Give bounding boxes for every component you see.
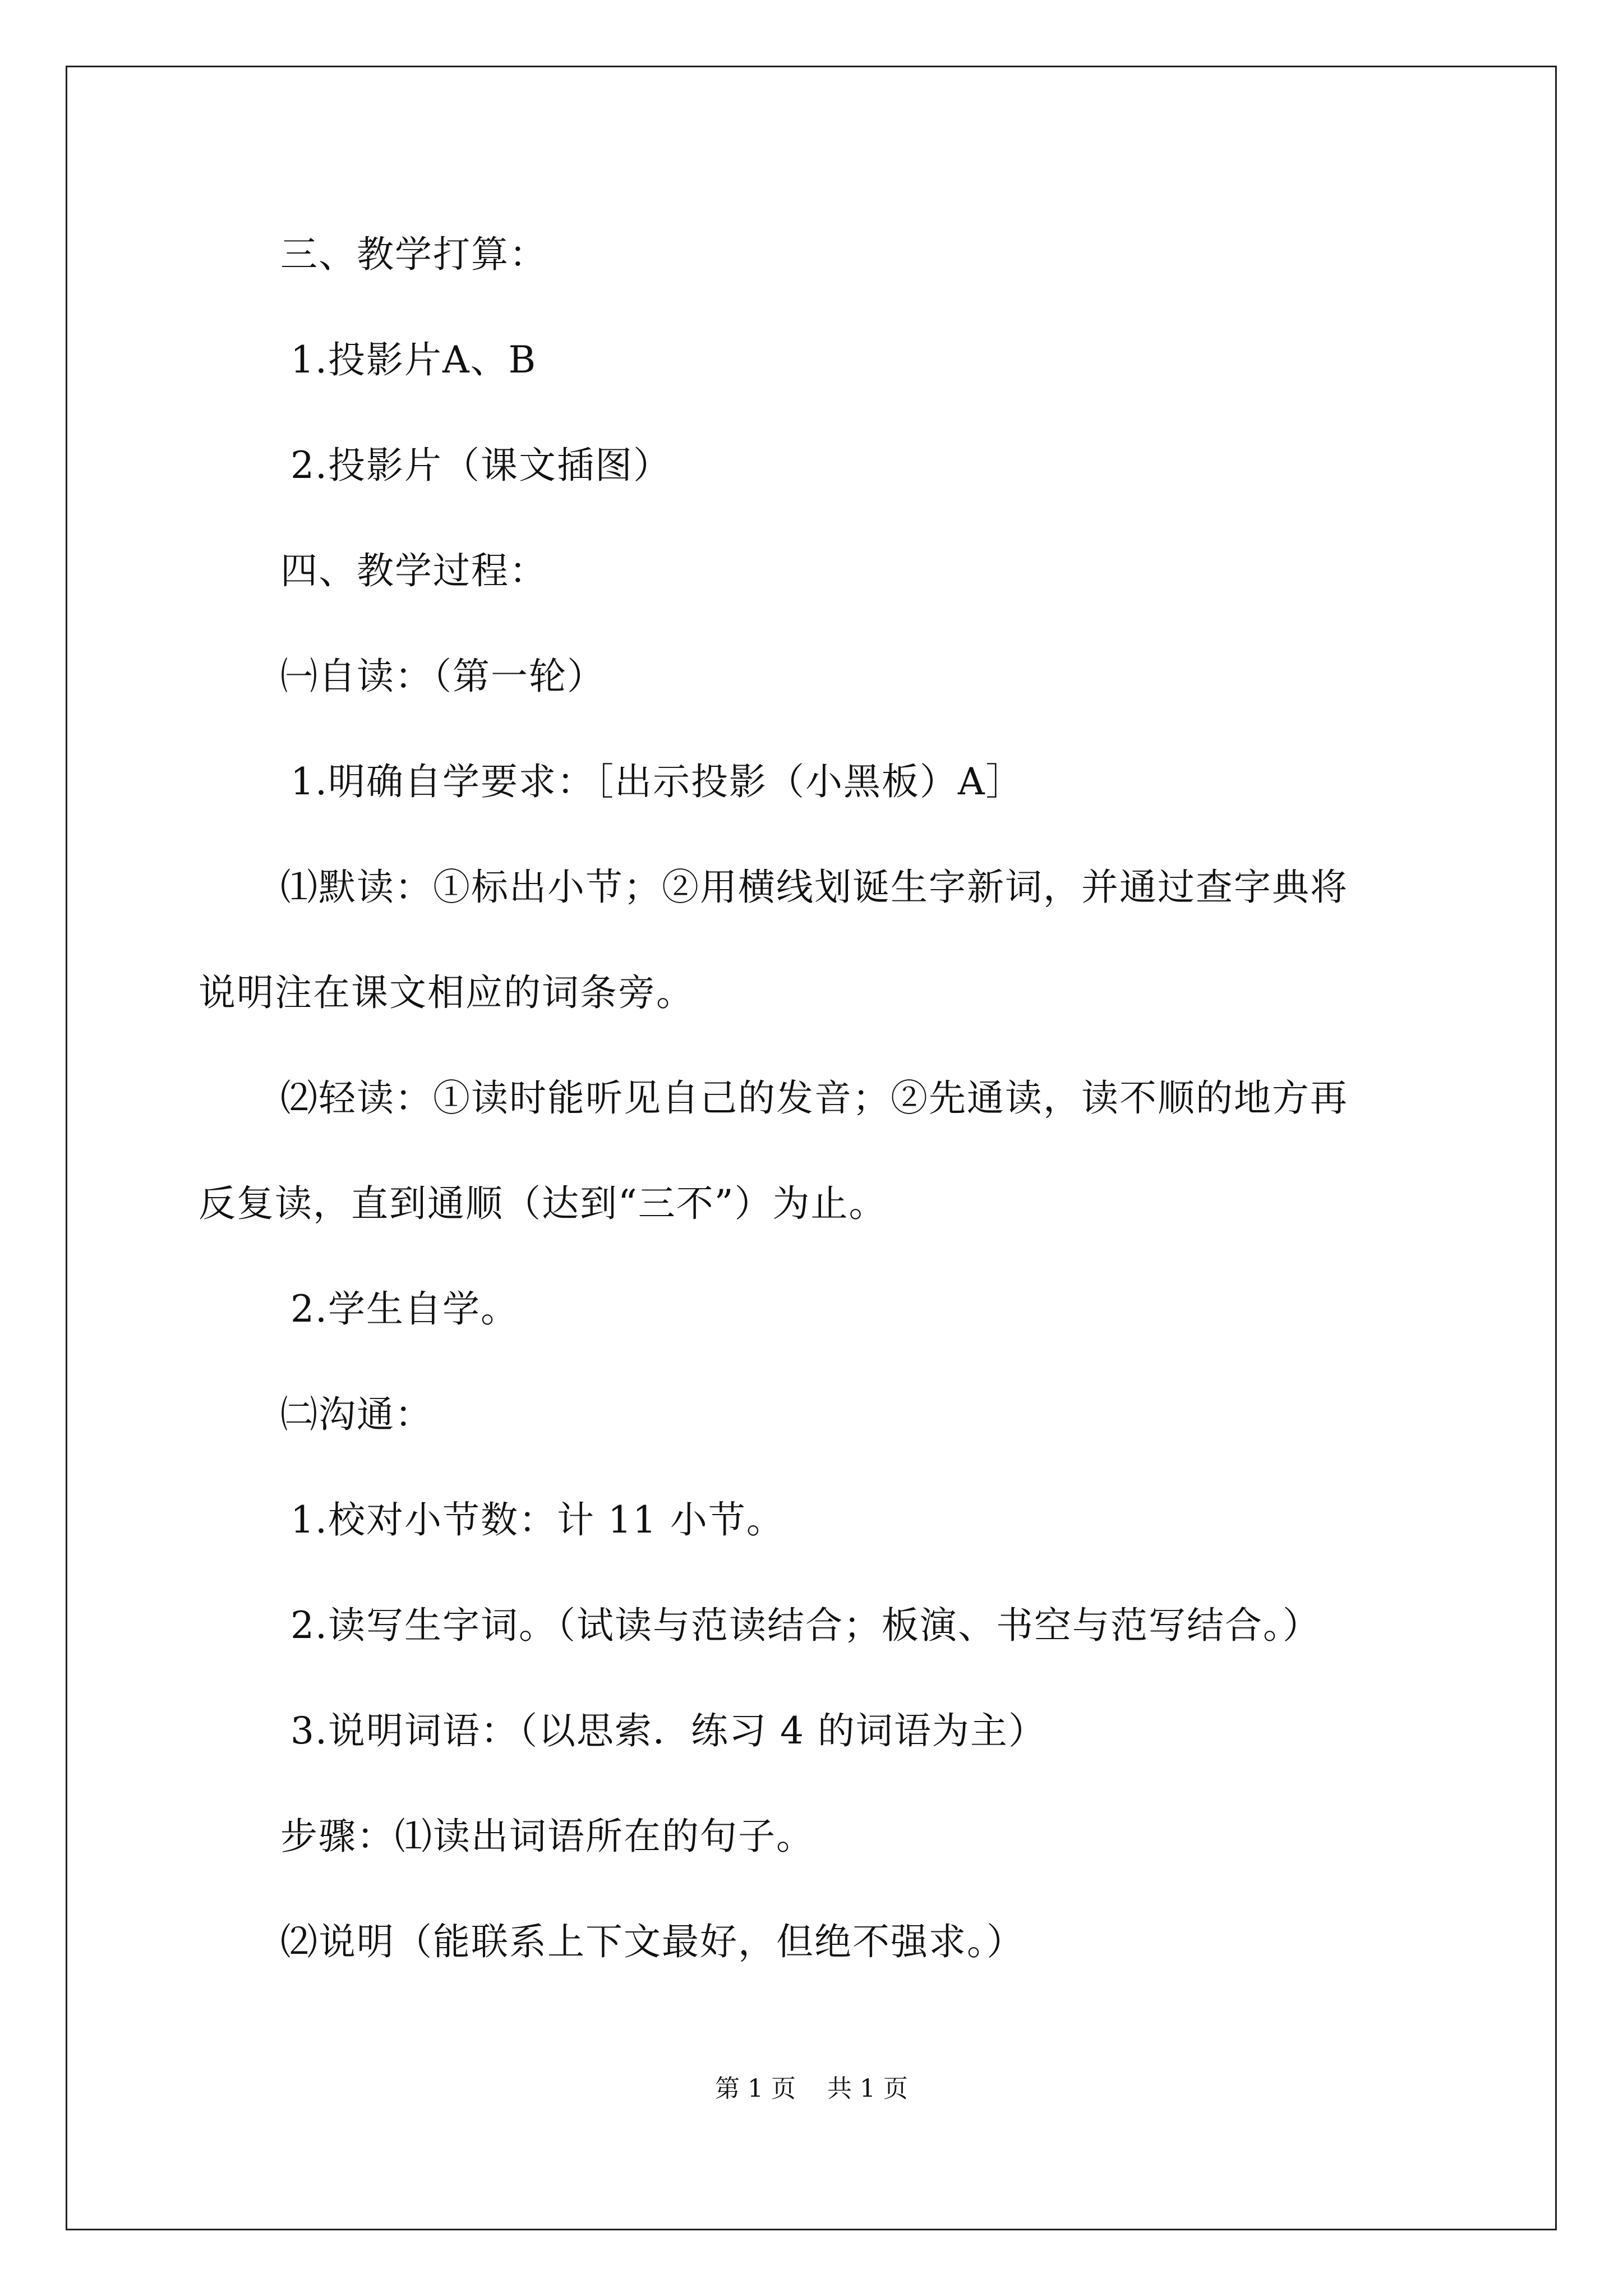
text-line: 1.投影片A、B <box>291 338 537 381</box>
text-line: ⑵说明（能联系上下文最好，但绝不强求。） <box>280 1920 1025 1963</box>
page-footer: 第 1 页 共 1 页 <box>715 2074 908 2103</box>
text-line: ⑵轻读：①读时能听见自己的发音；②先通读，读不顺的地方再 <box>280 1076 1348 1120</box>
text-line: 2.学生自学。 <box>291 1287 519 1331</box>
text-line: 1.校对小节数：计 11 小节。 <box>291 1498 785 1542</box>
text-line: 步骤：⑴读出词语所在的句子。 <box>280 1815 814 1858</box>
subheading-self-reading: ㈠自读：（第一轮） <box>280 655 605 698</box>
text-line: 1.明确自学要求：［出示投影（小黑板）A］ <box>291 760 1024 803</box>
text-line: 2.投影片（课文插图） <box>291 444 671 487</box>
subheading-communication: ㈡沟通： <box>280 1393 433 1436</box>
text-line: 说明注在课文相应的词条旁。 <box>199 971 694 1014</box>
text-line: 2.读写生字词。（试读与范读结合；板演、书空与范写结合。） <box>291 1604 1321 1647</box>
section-heading-process: 四、教学过程： <box>280 549 547 592</box>
text-line: ⑴默读：①标出小节；②用横线划诞生字新词，并通过查字典将 <box>280 866 1348 909</box>
section-heading-preparation: 三、教学打算： <box>280 233 547 276</box>
text-line: 反复读，直到通顺（达到“三不”）为止。 <box>199 1182 887 1225</box>
page-border <box>66 66 1557 2230</box>
text-line: 3.说明词语：（以思索．练习 4 的词语为主） <box>291 1709 1046 1752</box>
